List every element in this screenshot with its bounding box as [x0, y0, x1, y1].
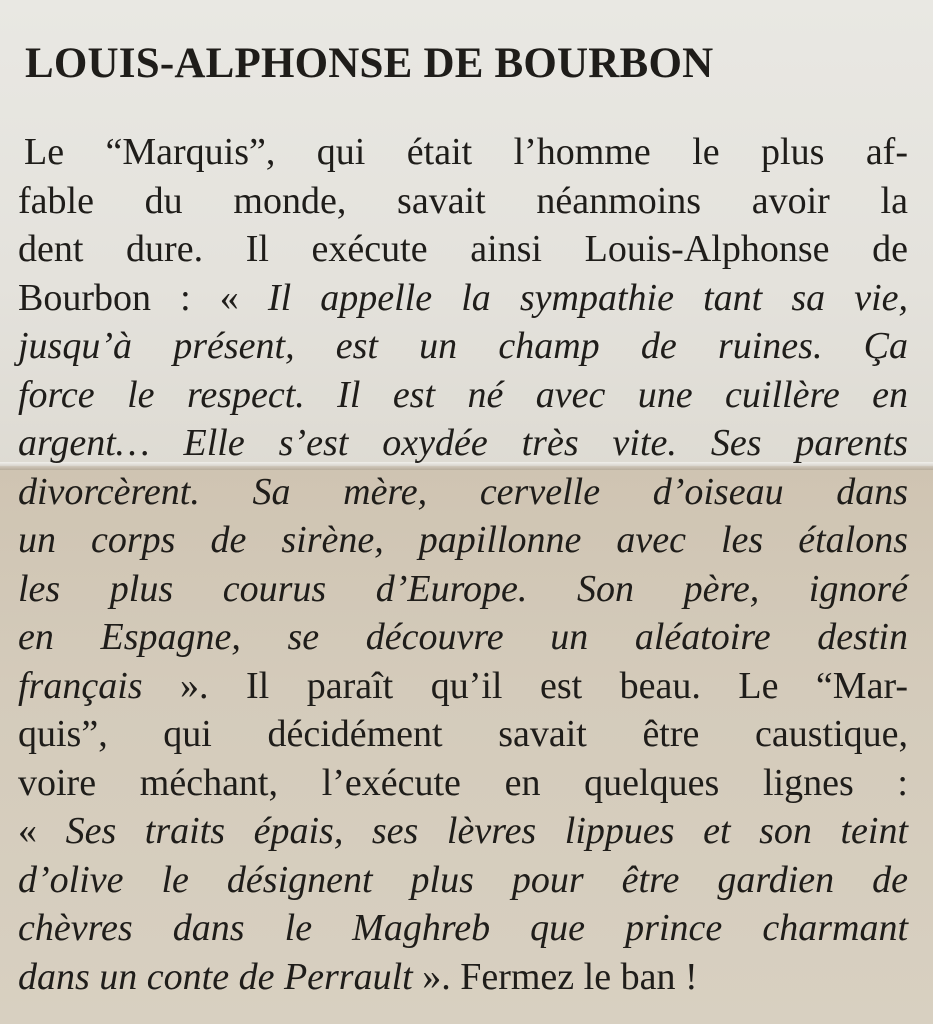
text-line	[18, 710, 908, 759]
italic-quote-segment: les plus courus d’Europe. Son père, ignoré	[18, 567, 908, 610]
text-line	[18, 613, 908, 662]
italic-quote-segment: Ses traits épais, ses lèvres lippues et son teint	[65, 810, 909, 852]
text-line	[18, 807, 908, 856]
text-segment: dent dure. Il exécute ainsi Louis-Alphonse de	[18, 228, 908, 270]
text-line	[18, 904, 908, 953]
text-segment: ». Fermez le ban !	[412, 955, 698, 998]
italic-quote-segment: un corps de sirène, papillonne avec les étalons	[18, 519, 908, 561]
italic-quote-segment: Il appelle la sympathie tant sa vie,	[267, 276, 909, 319]
italic-quote-segment: jusqu’à présent, est un champ de ruines. Ça	[18, 325, 908, 367]
italic-quote-segment: force le respect. Il est né avec une cuillère en	[18, 373, 908, 416]
article-title: LOUIS-ALPHONSE DE BOURBON	[25, 40, 714, 87]
text-line	[18, 856, 908, 905]
italic-quote-segment: dans un conte de Perrault	[18, 955, 413, 998]
text-line	[18, 759, 908, 808]
text-segment: voire méchant, l’exécute en quelques lignes :	[18, 761, 908, 804]
text-line	[18, 225, 908, 274]
text-line	[18, 371, 908, 420]
article-body	[18, 128, 908, 1001]
text-segment: quis”, qui décidément savait être caustique,	[18, 713, 908, 755]
text-line	[18, 177, 908, 226]
italic-quote-segment: d’olive le désignent plus pour être gardien de	[18, 858, 908, 901]
italic-quote-segment: divorcèrent. Sa mère, cervelle d’oiseau dans	[18, 470, 908, 513]
text-segment: «	[18, 810, 66, 852]
text-segment: Bourbon : «	[18, 276, 268, 319]
italic-quote-segment: chèvres dans le Maghreb que prince charmant	[18, 907, 908, 949]
text-line	[18, 516, 908, 565]
text-line	[18, 565, 908, 614]
text-line	[18, 953, 908, 1002]
italic-quote-segment: français	[18, 664, 143, 707]
text-segment: ». Il paraît qu’il est beau. Le “Mar-	[142, 664, 908, 707]
text-line	[18, 662, 908, 711]
text-line	[18, 128, 908, 177]
italic-quote-segment: en Espagne, se découvre un aléatoire destin	[18, 616, 908, 658]
italic-quote-segment: argent… Elle s’est oxydée très vite. Ses parents	[18, 422, 908, 464]
text-line	[18, 274, 908, 323]
text-line	[18, 322, 908, 371]
text-segment: Le “Marquis”, qui était l’homme le plus af-	[24, 131, 908, 173]
text-segment: fable du monde, savait néanmoins avoir la	[18, 179, 908, 222]
text-line	[18, 468, 908, 517]
text-line	[18, 419, 908, 468]
